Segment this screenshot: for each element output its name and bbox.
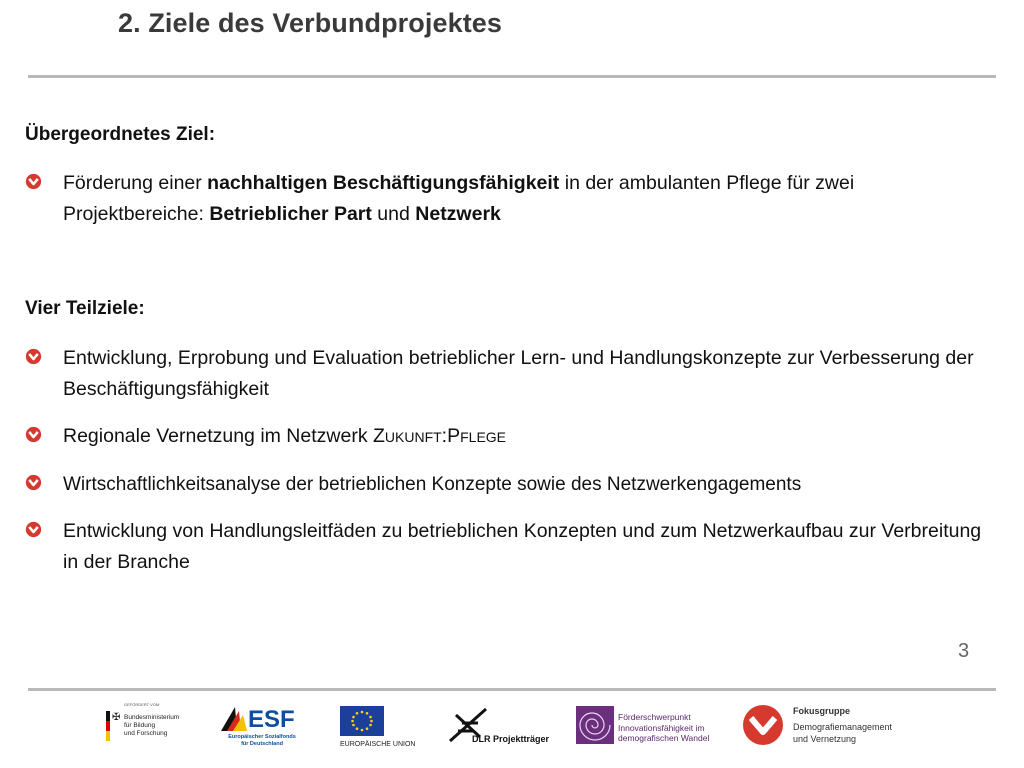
bottom-divider xyxy=(28,688,996,691)
sub-goal-text: Wirtschaftlichkeitsanalyse der betrieblichen Konzepte sowie des Netzwerkengagements xyxy=(63,474,802,495)
sub-goal-text: Regionale Vernetzung im Netzwerk Zukunft:Pflege xyxy=(63,425,507,447)
fokusgruppe-icon xyxy=(742,704,784,746)
esf-triangle-icon xyxy=(219,705,249,733)
sub-goal-text: Entwicklung, Erprobung und Evaluation betrieblicher Lern- und Handlungskonzepte zur Verbesserung der Beschäftigungsfähigkeit xyxy=(63,347,974,400)
fokusgruppe-text: Demografiemanagement und Vernetzung xyxy=(793,722,893,744)
slide-title: 2. Ziele des Verbundprojektes xyxy=(118,8,503,38)
sub-goal-text: Entwicklung von Handlungsleitfäden zu betrieblichen Konzepten und zum Netzwerkaufbau zur Verbreitung in der Branche xyxy=(63,520,982,573)
eu-caption: EUROPÄISCHE UNION xyxy=(340,741,416,748)
bullet-icon xyxy=(25,521,42,538)
sub-goal-item xyxy=(25,469,994,500)
main-goal-bullet xyxy=(25,168,994,230)
bmbf-text: Bundesministerium für Bildung und Forschung xyxy=(124,714,180,737)
bullet-icon xyxy=(25,474,42,491)
main-goal-text: Förderung einer nachhaltigen Beschäftigungsfähigkeit in der ambulanten Pflege für zwei Projektbereiche: Betrieblicher Part und Netzwerk xyxy=(63,172,855,225)
fokusgruppe-title: Fokusgruppe xyxy=(793,706,851,716)
top-divider xyxy=(28,75,996,78)
sub-goal-item xyxy=(25,421,994,452)
main-goal-heading: Übergeordnetes Ziel: xyxy=(25,124,216,145)
sub-goals-heading: Vier Teilziele: xyxy=(25,298,145,319)
dlr-caption: DLR Projektträger xyxy=(472,734,550,744)
esf-subtitle: Europäischer Sozialfonds für Deutschland xyxy=(228,734,296,747)
foerderschwerpunkt-text: Förderschwerpunkt Innovationsfähigkeit im demografischen Wandel xyxy=(618,712,710,743)
spiral-icon xyxy=(576,706,614,744)
bullet-icon xyxy=(25,426,42,443)
sub-goal-item xyxy=(25,516,994,578)
eagle-icon: ✠ xyxy=(112,712,121,723)
bullet-icon xyxy=(25,173,42,190)
esf-wordmark: ESF xyxy=(248,706,295,733)
sub-goal-item xyxy=(25,343,994,405)
eu-flag-icon xyxy=(340,706,384,736)
german-flag-bar xyxy=(106,711,110,741)
bullet-icon xyxy=(25,348,42,365)
bmbf-funded-label: GEFÖRDERT VOM xyxy=(124,702,160,707)
network-name: Zukunft:Pflege xyxy=(373,425,507,447)
page-number: 3 xyxy=(958,640,970,662)
